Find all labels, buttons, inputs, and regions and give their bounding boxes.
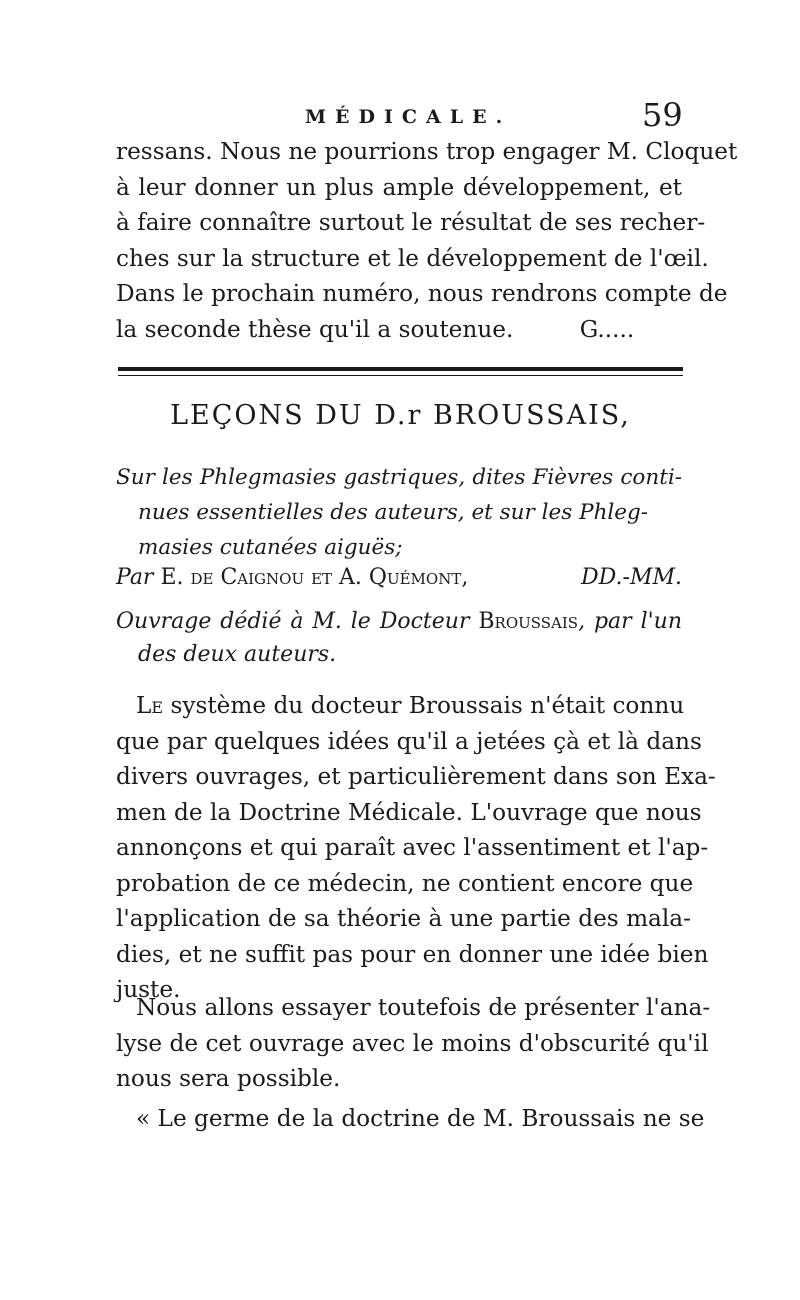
text-line: probation de ce médecin, ne contient encore que bbox=[116, 869, 694, 897]
subtitle-line: nues essentielles des auteurs, et sur les Phleg- bbox=[138, 500, 649, 525]
dedication bbox=[116, 605, 682, 671]
text-line: lyse de cet ouvrage avec le moins d'obscurité qu'il bbox=[116, 1029, 709, 1057]
text-line: que par quelques idées qu'il a jetées çà et là dans bbox=[116, 727, 702, 755]
body-paragraph-2 bbox=[116, 990, 711, 1097]
article-subtitle bbox=[116, 460, 682, 565]
intro-paragraph bbox=[116, 134, 738, 347]
dedication-line bbox=[116, 605, 682, 638]
text-line: la seconde thèse qu'il a soutenue. G..... bbox=[116, 315, 635, 343]
dedication-prefix: Ouvrage dédié à M. le Docteur bbox=[116, 609, 470, 634]
text-line: à leur donner un plus ample développement, et bbox=[116, 173, 682, 201]
byline bbox=[116, 565, 682, 590]
section-rule-thick bbox=[118, 367, 683, 371]
article-title: LEÇONS DU D.r BROUSSAIS, bbox=[170, 400, 631, 431]
running-title: MÉDICALE. bbox=[305, 106, 512, 128]
text-line: Nous allons essayer toutefois de présenter l'ana- bbox=[136, 994, 711, 1021]
line-rest: système du docteur Broussais n'était connu bbox=[163, 692, 685, 719]
text-line: annonçons et qui paraît avec l'assentiment et l'ap- bbox=[116, 834, 709, 861]
page-number: 59 bbox=[642, 96, 683, 134]
drop-word: Le bbox=[136, 692, 164, 719]
text-line: men de la Doctrine Médicale. L'ouvrage que nous bbox=[116, 798, 702, 826]
dedication-line-2: des deux auteurs. bbox=[138, 642, 337, 667]
text-line: dies, et ne suffit pas pour en donner une idée bien bbox=[116, 940, 709, 968]
text-line bbox=[116, 688, 685, 724]
dedication-name: Broussais bbox=[478, 609, 579, 634]
byline-degrees: DD.-MM. bbox=[581, 565, 682, 590]
subtitle-line: masies cutanées aiguës; bbox=[138, 535, 403, 560]
text-line: divers ouvrages, et particulièrement dans son Exa- bbox=[116, 763, 716, 790]
text-line: nous sera possible. bbox=[116, 1065, 341, 1092]
byline-par: Par bbox=[116, 565, 154, 590]
text-line: l'application de sa théorie à une partie des mala- bbox=[116, 905, 691, 932]
running-head bbox=[0, 96, 800, 136]
body-paragraph-3 bbox=[116, 1101, 705, 1137]
text-line: Dans le prochain numéro, nous rendrons compte de bbox=[116, 280, 728, 307]
text-line: « Le germe de la doctrine de M. Broussais ne se bbox=[136, 1105, 705, 1132]
text-line: ches sur la structure et le développement de l'œil. bbox=[116, 244, 709, 272]
text-line: ressans. Nous ne pourrions trop engager M. Cloquet bbox=[116, 138, 738, 165]
text-line: juste. bbox=[116, 976, 181, 1003]
byline-authors: E. de Caignou et A. Quémont, bbox=[160, 565, 469, 590]
dedication-suffix: , par l'un bbox=[578, 609, 682, 634]
subtitle-line: Sur les Phlegmasies gastriques, dites Fièvres conti- bbox=[116, 465, 682, 490]
text-line: à faire connaître surtout le résultat de ses recher- bbox=[116, 209, 706, 236]
section-rule-thin bbox=[118, 375, 683, 376]
